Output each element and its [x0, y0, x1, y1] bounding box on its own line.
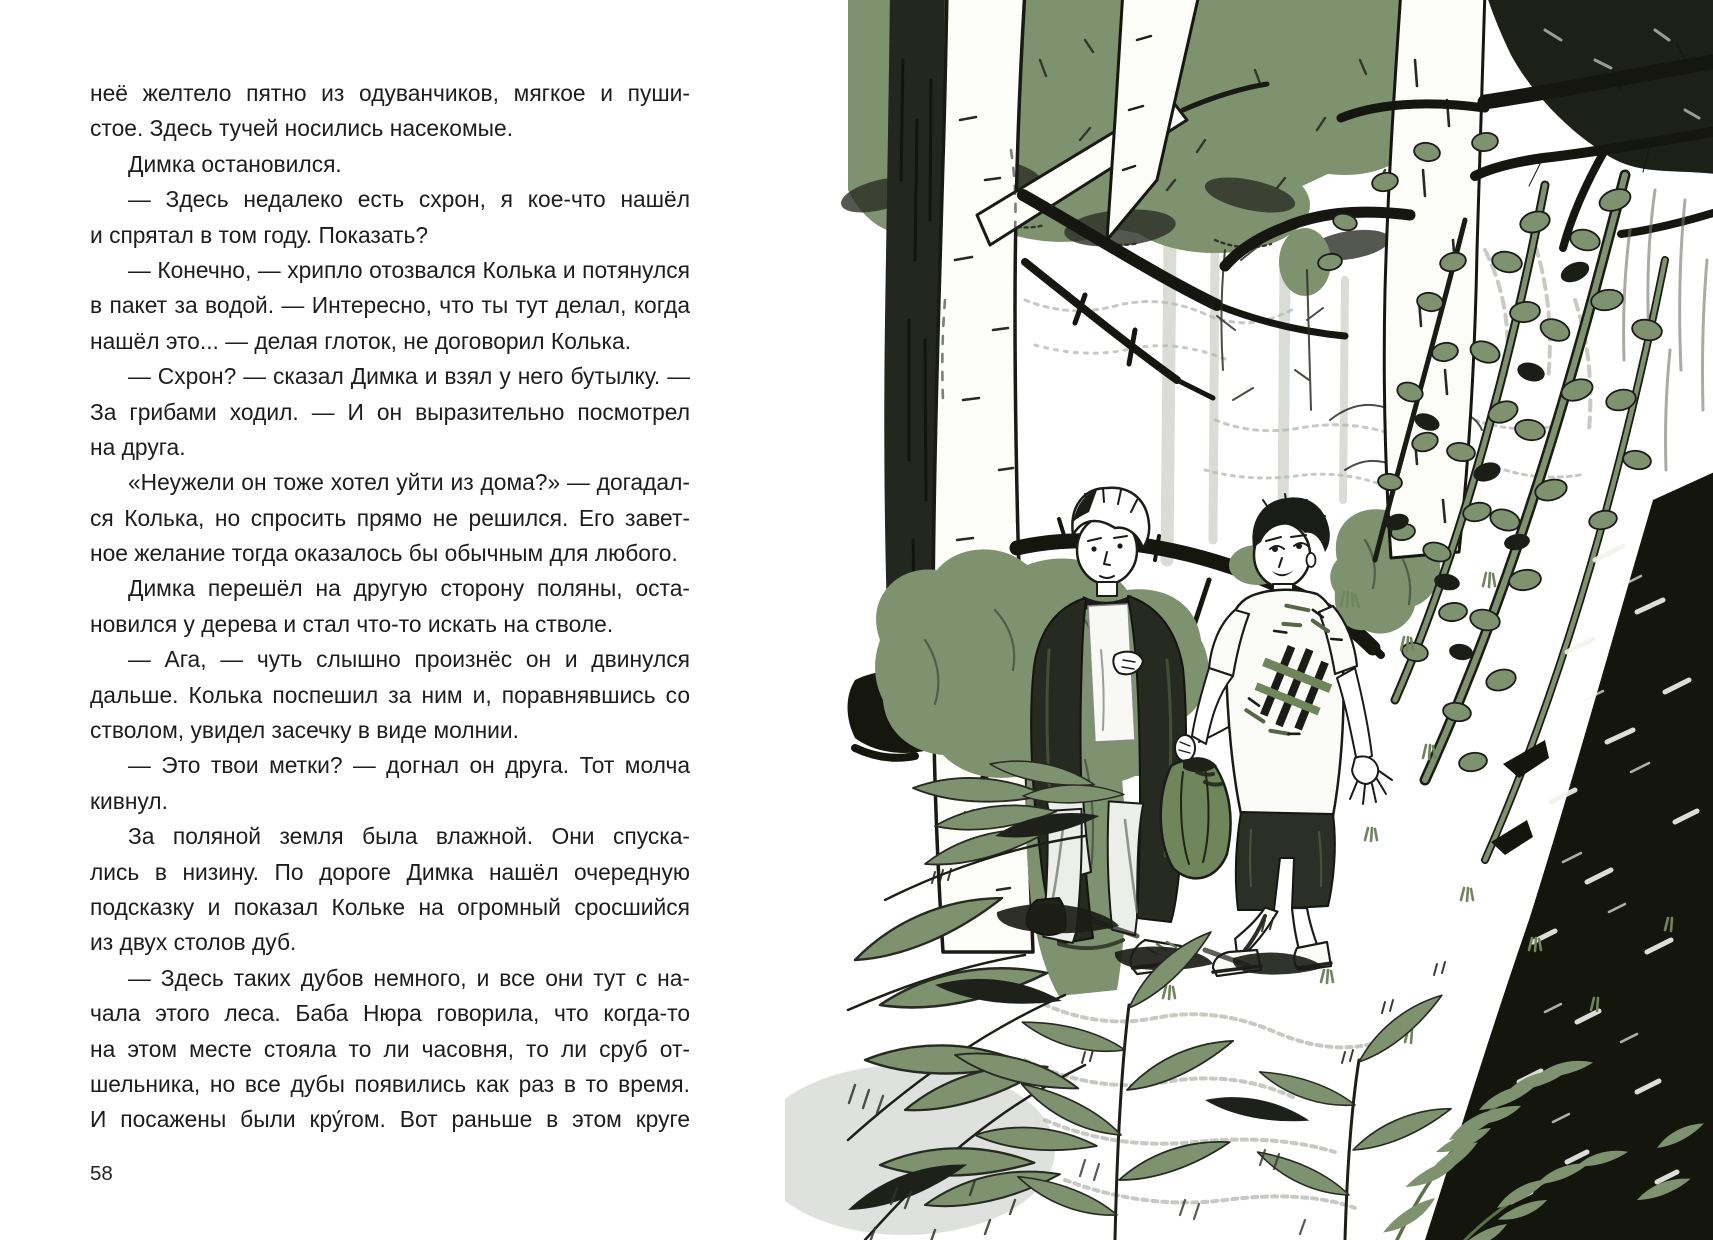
text-line: и спрятал в том году. Показать?: [90, 221, 429, 248]
text-line: И посажены были кру́гом. Вот раньше в этом круге: [90, 1106, 690, 1133]
text-line: лись в низину. По дороге Димка нашёл очередную: [90, 858, 690, 885]
forest-illustration: [785, 0, 1713, 1240]
text-line: — Здесь таких дубов немного, и все они тут с на-: [128, 964, 690, 991]
text-line: Димка остановился.: [128, 150, 342, 177]
text-line: «Неужели он тоже хотел уйти из дома?» — догадал-: [128, 469, 690, 496]
text-line: шельника, но все дубы появились как раз в то время.: [90, 1070, 690, 1097]
text-line: из двух столов дуб.: [90, 929, 297, 956]
page-number: 58: [90, 1162, 113, 1185]
text-line: дальше. Колька поспешил за ним и, поравнявшись со: [90, 681, 690, 708]
text-line: подсказку и показал Кольке на огромный сросшийся: [90, 893, 690, 920]
text-line: — Схрон? — сказал Димка и взял у него бутылку. —: [128, 363, 690, 390]
text-line: неё желтело пятно из одуванчиков, мягкое и пуши-: [90, 80, 690, 106]
text-line: — Это твои метки? — догнал он друга. Тот молча: [128, 752, 690, 779]
text-line: кивнул.: [90, 787, 168, 814]
text-line: ное желание тогда оказалось бы обычным для любого.: [90, 540, 678, 567]
text-line: — Здесь недалеко есть схрон, я кое-что нашёл: [128, 186, 690, 213]
text-line: в пакет за водой. — Интересно, что ты тут делал, когда: [90, 292, 690, 319]
text-line: чала этого леса. Баба Нюра говорила, что когда-то: [90, 1000, 690, 1027]
text-line: За поляной земля была влажной. Они спуска-: [128, 823, 690, 850]
left-page-text-column: [90, 76, 690, 1138]
text-line: стволом, увидел засечку в виде молнии.: [90, 717, 519, 744]
text-line: нашёл это... — делая глоток, не договорил Колька.: [90, 327, 632, 354]
text-line: новился у дерева и стал что-то искать на стволе.: [90, 610, 614, 637]
text-line: — Конечно, — хрипло отозвался Колька и потянулся: [128, 256, 690, 283]
text-line: За грибами ходил. — И он выразительно посмотрел: [90, 398, 690, 425]
text-line: на друга.: [90, 433, 186, 460]
text-line: ся Колька, но спросить прямо не решился. Его завет-: [90, 504, 690, 531]
text-line: на этом месте стояла то ли часовня, то ли сруб от-: [90, 1035, 690, 1062]
text-line: — Ага, — чуть слышно произнёс он и двинулся: [128, 646, 690, 673]
text-line: Димка перешёл на другую сторону поляны, оста-: [128, 575, 690, 602]
text-line: стое. Здесь тучей носились насекомые.: [90, 115, 514, 142]
